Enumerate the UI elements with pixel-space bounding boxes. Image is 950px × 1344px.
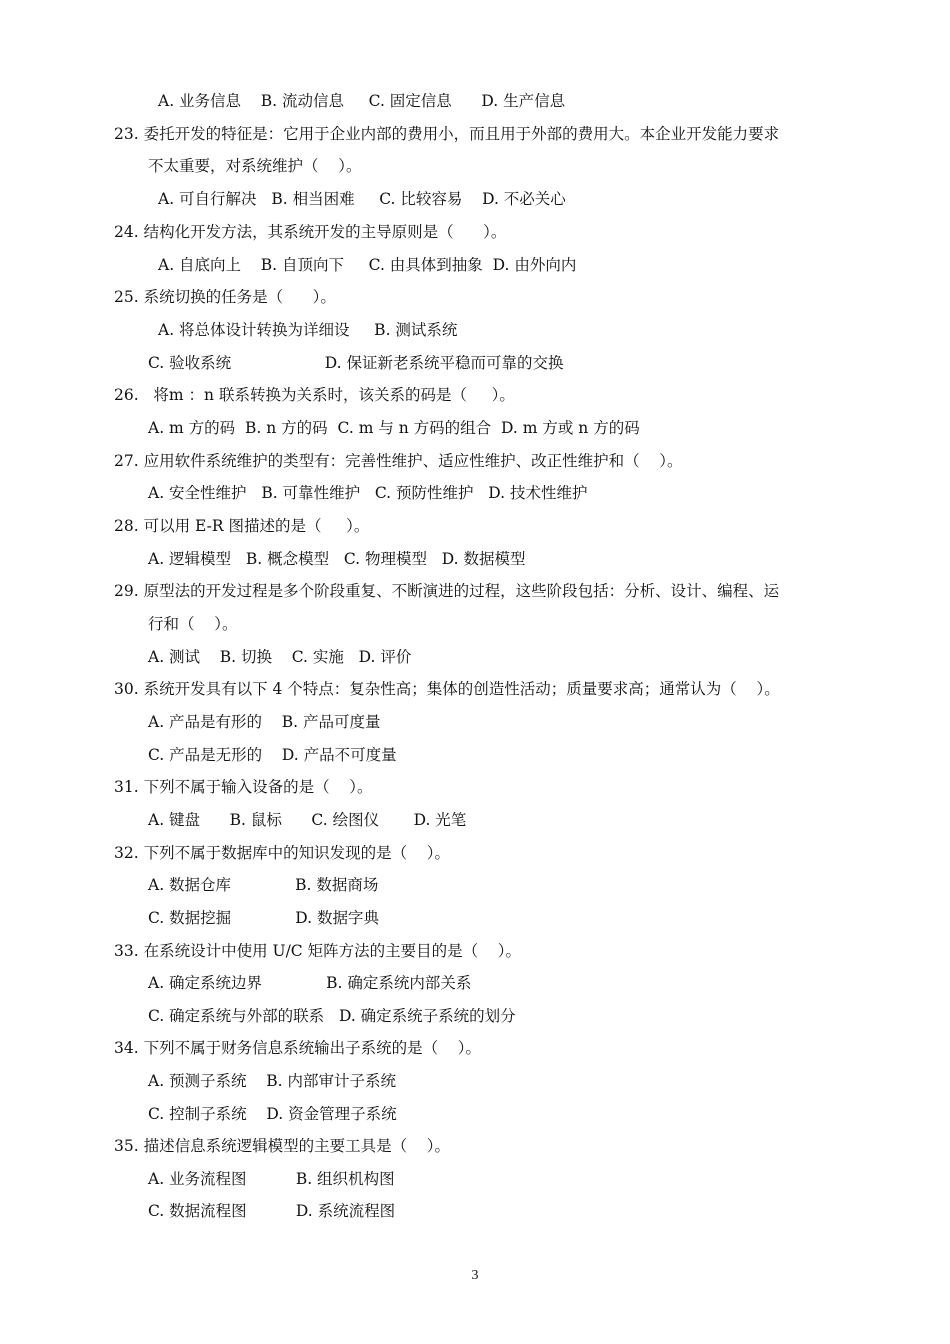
line-30: A. 预测子系统 B. 内部审计子系统 <box>148 1072 397 1090</box>
line-17: A. 测试 B. 切换 C. 实施 D. 评价 <box>148 648 412 666</box>
line-2: 不太重要，对系统维护（ ）。 <box>148 157 362 175</box>
line-28: C. 确定系统与外部的联系 D. 确定系统子系统的划分 <box>148 1007 516 1025</box>
line-20: C. 产品是无形的 D. 产品不可度量 <box>148 746 397 764</box>
line-23: 32. 下列不属于数据库中的知识发现的是（ ）。 <box>114 844 451 862</box>
line-24: A. 数据仓库 B. 数据商场 <box>148 876 379 894</box>
line-29: 34. 下列不属于财务信息系统输出子系统的是（ ）。 <box>114 1039 482 1057</box>
line-15: 29. 原型法的开发过程是多个阶段重复、不断演进的过程，这些阶段包括：分析、设计、编程、运 <box>114 582 780 600</box>
line-3: A. 可自行解决 B. 相当困难 C. 比较容易 D. 不必关心 <box>158 190 566 208</box>
line-19: A. 产品是有形的 B. 产品可度量 <box>148 713 381 731</box>
line-10: A. m 方的码 B. n 方的码 C. m 与 n 方码的组合 D. m 方或 n 方的码 <box>148 419 640 437</box>
line-34: C. 数据流程图 D. 系统流程图 <box>148 1202 396 1220</box>
line-11: 27. 应用软件系统维护的类型有：完善性维护、适应性维护、改正性维护和（ ）。 <box>114 452 683 470</box>
line-21: 31. 下列不属于输入设备的是（ ）。 <box>114 778 373 796</box>
line-31: C. 控制子系统 D. 资金管理子系统 <box>148 1105 397 1123</box>
line-27: A. 确定系统边界 B. 确定系统内部关系 <box>148 974 472 992</box>
line-26: 33. 在系统设计中使用 U/C 矩阵方法的主要目的是（ ）。 <box>114 942 522 960</box>
line-4: 24. 结构化开发方法，其系统开发的主导原则是（ ）。 <box>114 223 507 241</box>
line-12: A. 安全性维护 B. 可靠性维护 C. 预防性维护 D. 技术性维护 <box>148 484 588 502</box>
line-7: A. 将总体设计转换为详细设 B. 测试系统 <box>158 321 458 339</box>
line-1: 23. 委托开发的特征是：它用于企业内部的费用小，而且用于外部的费用大。本企业开发能力要求 <box>114 125 780 143</box>
line-25: C. 数据挖掘 D. 数据字典 <box>148 909 379 927</box>
line-22: A. 键盘 B. 鼠标 C. 绘图仪 D. 光笔 <box>148 811 467 829</box>
line-9: 26. 将m ：n 联系转换为关系时，该关系的码是（ ）。 <box>114 386 515 404</box>
line-18: 30. 系统开发具有以下 4 个特点：复杂性高；集体的创造性活动；质量要求高；通常认为（ ）。 <box>114 680 780 698</box>
line-33: A. 业务流程图 B. 组织机构图 <box>148 1170 395 1188</box>
line-5: A. 自底向上 B. 自顶向下 C. 由具体到抽象 D. 由外向内 <box>158 256 577 274</box>
line-8: C. 验收系统 D. 保证新老系统平稳而可靠的交换 <box>148 354 564 372</box>
page-number: 3 <box>471 1268 479 1283</box>
line-32: 35. 描述信息系统逻辑模型的主要工具是（ ）。 <box>114 1137 451 1155</box>
line-6: 25. 系统切换的任务是（ ）。 <box>114 288 336 306</box>
line-13: 28. 可以用 E-R 图描述的是（ ）。 <box>114 517 370 535</box>
line-14: A. 逻辑模型 B. 概念模型 C. 物理模型 D. 数据模型 <box>148 550 526 568</box>
line-0: A. 业务信息 B. 流动信息 C. 固定信息 D. 生产信息 <box>158 92 566 110</box>
line-16: 行和（ ）。 <box>148 615 238 633</box>
